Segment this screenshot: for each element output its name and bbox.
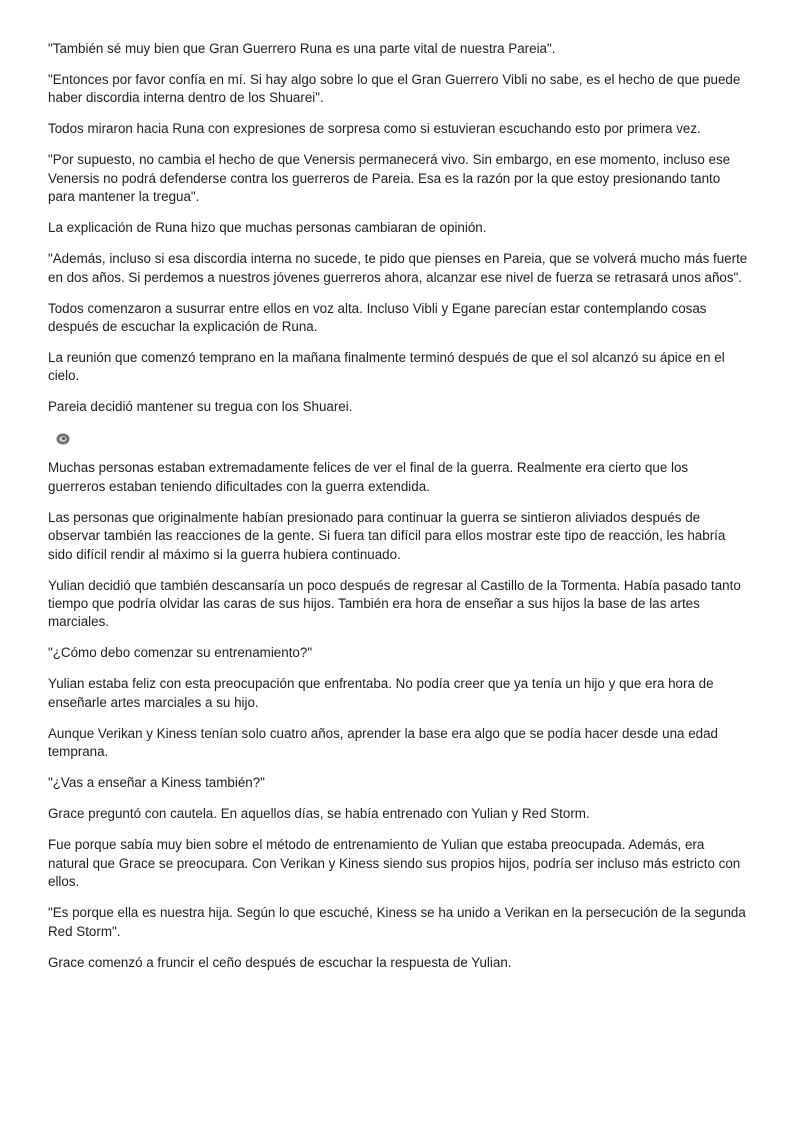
- scene-break-icon: [54, 429, 74, 449]
- paragraph: Yulian decidió que también descansaría un poco después de regresar al Castillo de la Tormenta. Había pasado tanto tiempo que podría olvidar las caras de sus hijos. También era hora de enseñar a sus hijos la base de las artes marciales.: [48, 577, 741, 630]
- paragraph: Las personas que originalmente habían presionado para continuar la guerra se sintieron aliviados después de observar también las reacciones de la gente. Si fuera tan difícil para ellos mostrar este tipo de reacción, les habría sido difícil rendir al máximo si la guerra hubiera continuado.: [48, 509, 726, 562]
- paragraph: Grace preguntó con cautela. En aquellos días, se había entrenado con Yulian y Red Storm.: [48, 806, 590, 822]
- paragraph: "Además, incluso si esa discordia interna no sucede, te pido que pienses en Pareia, que se volverá mucho más fuerte en dos años. Si perdemos a nuestros jóvenes guerreros ahora, alcanzar ese nivel de fuerza se retrasará unos años".: [48, 251, 748, 285]
- paragraph: La reunión que comenzó temprano en la mañana finalmente terminó después de que el sol alcanzó su ápice en el cielo.: [48, 350, 725, 384]
- paragraph: Muchas personas estaban extremadamente felices de ver el final de la guerra. Realmente era cierto que los guerreros estaban teniendo dificultades con la guerra extendida.: [48, 460, 689, 494]
- paragraph: Yulian estaba feliz con esta preocupación que enfrentaba. No podía creer que ya tenía un hijo y que era hora de enseñarle artes marciales a su hijo.: [48, 676, 714, 710]
- paragraph: "Es porque ella es nuestra hija. Según lo que escuché, Kiness se ha unido a Verikan en la persecución de la segunda Red Storm".: [48, 905, 746, 939]
- paragraph: Todos miraron hacia Runa con expresiones de sorpresa como si estuvieran escuchando esto por primera vez.: [48, 121, 701, 137]
- scene-break: [54, 429, 748, 449]
- paragraph: Fue porque sabía muy bien sobre el método de entrenamiento de Yulian que estaba preocupada. Además, era natural que Grace se preocupara. Con Verikan y Kiness siendo sus propios hijos, podría ser incluso más estricto con ellos.: [48, 837, 741, 890]
- paragraph: Todos comenzaron a susurrar entre ellos en voz alta. Incluso Vibli y Egane parecían estar contemplando cosas después de escuchar la explicación de Runa.: [48, 300, 707, 335]
- paragraph: Aunque Verikan y Kiness tenían solo cuatro años, aprender la base era algo que se podía hacer desde una edad temprana.: [48, 725, 719, 760]
- paragraph: La explicación de Runa hizo que muchas personas cambiaran de opinión.: [48, 220, 487, 236]
- paragraph: "Por supuesto, no cambia el hecho de que Venersis permanecerá vivo. Sin embargo, en ese momento, incluso ese Venersis no podrá defenderse contra los guerreros de Pareia. Esa es la razón por la que estoy presionando tanto para mantener la tregua".: [48, 152, 731, 205]
- document-page: [48, 40, 748, 985]
- paragraph: Pareia decidió mantener su tregua con los Shuarei.: [48, 399, 353, 415]
- paragraph: Grace comenzó a fruncir el ceño después de escuchar la respuesta de Yulian.: [48, 954, 512, 970]
- paragraph: "Entonces por favor confía en mí. Si hay algo sobre lo que el Gran Guerrero Vibli no sabe, es el hecho de que puede haber discordia interna dentro de los Shuarei".: [48, 72, 741, 106]
- paragraph: "¿Vas a enseñar a Kiness también?": [48, 775, 265, 791]
- paragraph: "También sé muy bien que Gran Guerrero Runa es una parte vital de nuestra Pareia".: [48, 41, 556, 56]
- paragraph: "¿Cómo debo comenzar su entrenamiento?": [48, 645, 313, 661]
